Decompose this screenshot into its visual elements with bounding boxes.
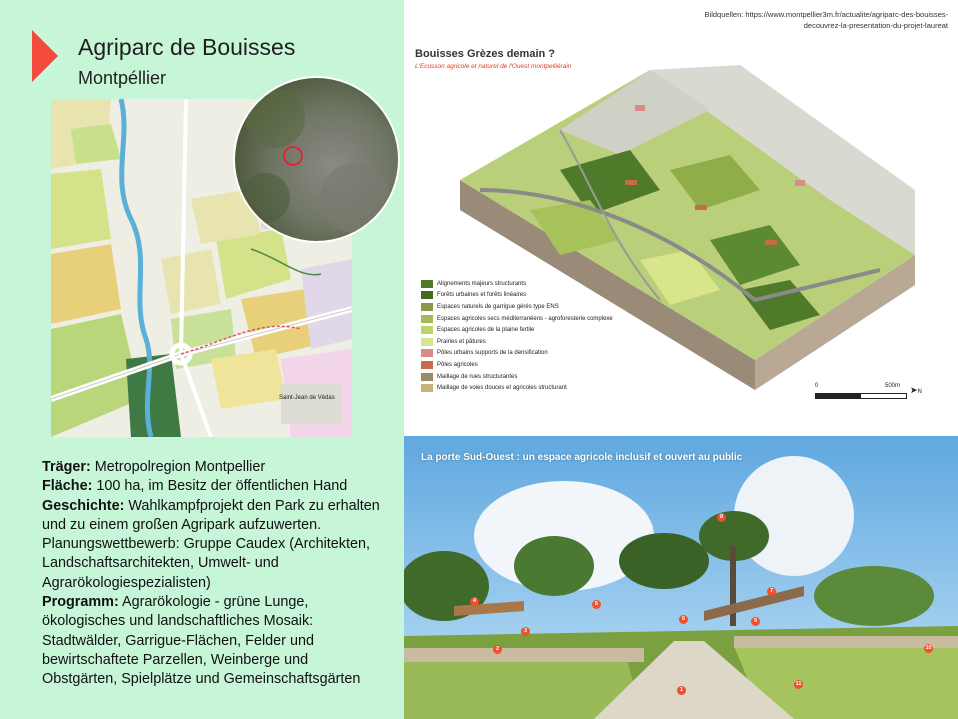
legend-item [421, 313, 613, 325]
scale-start: 0 [815, 383, 819, 389]
render-marker: 7 [767, 587, 776, 596]
scale-labels [815, 383, 901, 389]
legend-label: Pôles urbains supports de la densification [437, 350, 548, 357]
legend-item [421, 278, 613, 290]
legend-item [421, 301, 613, 313]
info-line: Landschaftsarchitekten, Umwelt- und [42, 555, 279, 572]
render-marker: 4 [470, 597, 479, 606]
legend-label: Espaces agricoles de la plaine fertile [437, 327, 535, 334]
visualization-render [404, 436, 958, 719]
legend-swatch [421, 315, 433, 323]
slide-title: Agriparc de Bouisses [78, 34, 296, 60]
render-marker: 1 [677, 686, 686, 695]
legend-swatch [421, 303, 433, 311]
plan-subtitle: L'Ecusson agricole et naturel de l'Ouest montpelliérain [415, 63, 572, 70]
traeger-value: Metropolregion Montpellier [90, 459, 266, 475]
legend-label: Espaces agricoles secs méditerranéens - agroforesterie complexe [437, 315, 613, 322]
legend-item [421, 324, 613, 336]
render-image [404, 436, 958, 719]
scale-end: 500m [885, 383, 901, 389]
legend-swatch [421, 338, 433, 346]
geschichte-label: Geschichte: [42, 497, 125, 514]
plan-title: Bouisses Grèzes demain ? [415, 48, 555, 60]
credit-line: Bildquellen: https://www.montpellier3m.fr/actualite/agriparc-des-bouisses- [704, 10, 948, 19]
render-marker: 5 [592, 600, 601, 609]
play-arrow-icon [32, 30, 58, 82]
legend-swatch [421, 291, 433, 299]
legend-swatch [421, 280, 433, 288]
legend-swatch [421, 349, 433, 357]
legend-item [421, 359, 613, 371]
legend-item [421, 290, 613, 302]
render-marker: 2 [493, 645, 502, 654]
legend-item [421, 348, 613, 360]
render-marker: 11 [795, 681, 802, 687]
map-place-label: Saint-Jean de Védas [279, 395, 335, 401]
legend-label: Maillage de rues structurantes [437, 373, 518, 380]
image-credit [648, 9, 948, 31]
legend-swatch [421, 326, 433, 334]
slide-subtitle: Montpéllier [78, 68, 167, 88]
programm-label: Programm: [42, 594, 119, 611]
plan-legend [421, 278, 613, 394]
satellite-inset [233, 76, 400, 243]
info-line: ökologisches und landschaftliches Mosaik: [42, 613, 314, 630]
legend-item [421, 336, 613, 348]
render-marker: 3 [521, 627, 530, 636]
legend-item [421, 371, 613, 383]
geschichte-value: Wahlkampfprojekt den Park zu erhalten [124, 497, 380, 514]
traeger-label: Träger: [42, 459, 91, 475]
info-line: und zu einem großen Agripark aufzuwerten. [42, 516, 322, 533]
info-line: Obstgärten, Spielplätze und Gemeinschaftsgärten [42, 671, 361, 688]
render-marker: 6 [679, 615, 688, 624]
legend-label: Maillage de voies douces et agricoles structurant [437, 385, 567, 392]
legend-label: Forêts urbaines et forêts linéaires [437, 292, 527, 299]
credit-line: decouvrez-la-presentation-du-projet-laureat [803, 21, 948, 30]
info-line: bewirtschaftete Parzellen, Weinberge und [42, 651, 309, 668]
north-arrow-icon: ➤N [910, 385, 922, 395]
info-line: Planungswettbewerb: Gruppe Caudex (Architekten, [42, 536, 370, 553]
legend-label: Alignements majeurs structurants [437, 280, 527, 287]
scale-bar [815, 393, 907, 399]
legend-label: Pôles agricoles [437, 361, 478, 368]
satellite-image [235, 78, 398, 241]
legend-swatch [421, 361, 433, 369]
legend-label: Prairies et pâtures [437, 338, 486, 345]
info-line: Agrarökologiespezialisten) [42, 574, 211, 591]
render-title: La porte Sud-Ouest : un espace agricole inclusif et ouvert au public [421, 452, 743, 463]
render-marker: 8 [717, 513, 726, 522]
legend-label: Espaces naturels de garrigue gérés type ENS [437, 303, 559, 310]
flaeche-label: Fläche: [42, 478, 93, 495]
project-info [42, 458, 392, 690]
legend-swatch [421, 384, 433, 392]
legend-item [421, 382, 613, 394]
programm-value: Agrarökologie - grüne Lunge, [118, 594, 309, 611]
render-marker: 9 [751, 617, 760, 626]
north-label: N [917, 389, 922, 395]
flaeche-value: 100 ha, im Besitz der öffentlichen Hand [92, 478, 348, 495]
legend-swatch [421, 373, 433, 381]
info-line: Stadtwälder, Garrigue-Flächen, Felder und [42, 632, 314, 649]
render-marker: 10 [925, 645, 932, 651]
